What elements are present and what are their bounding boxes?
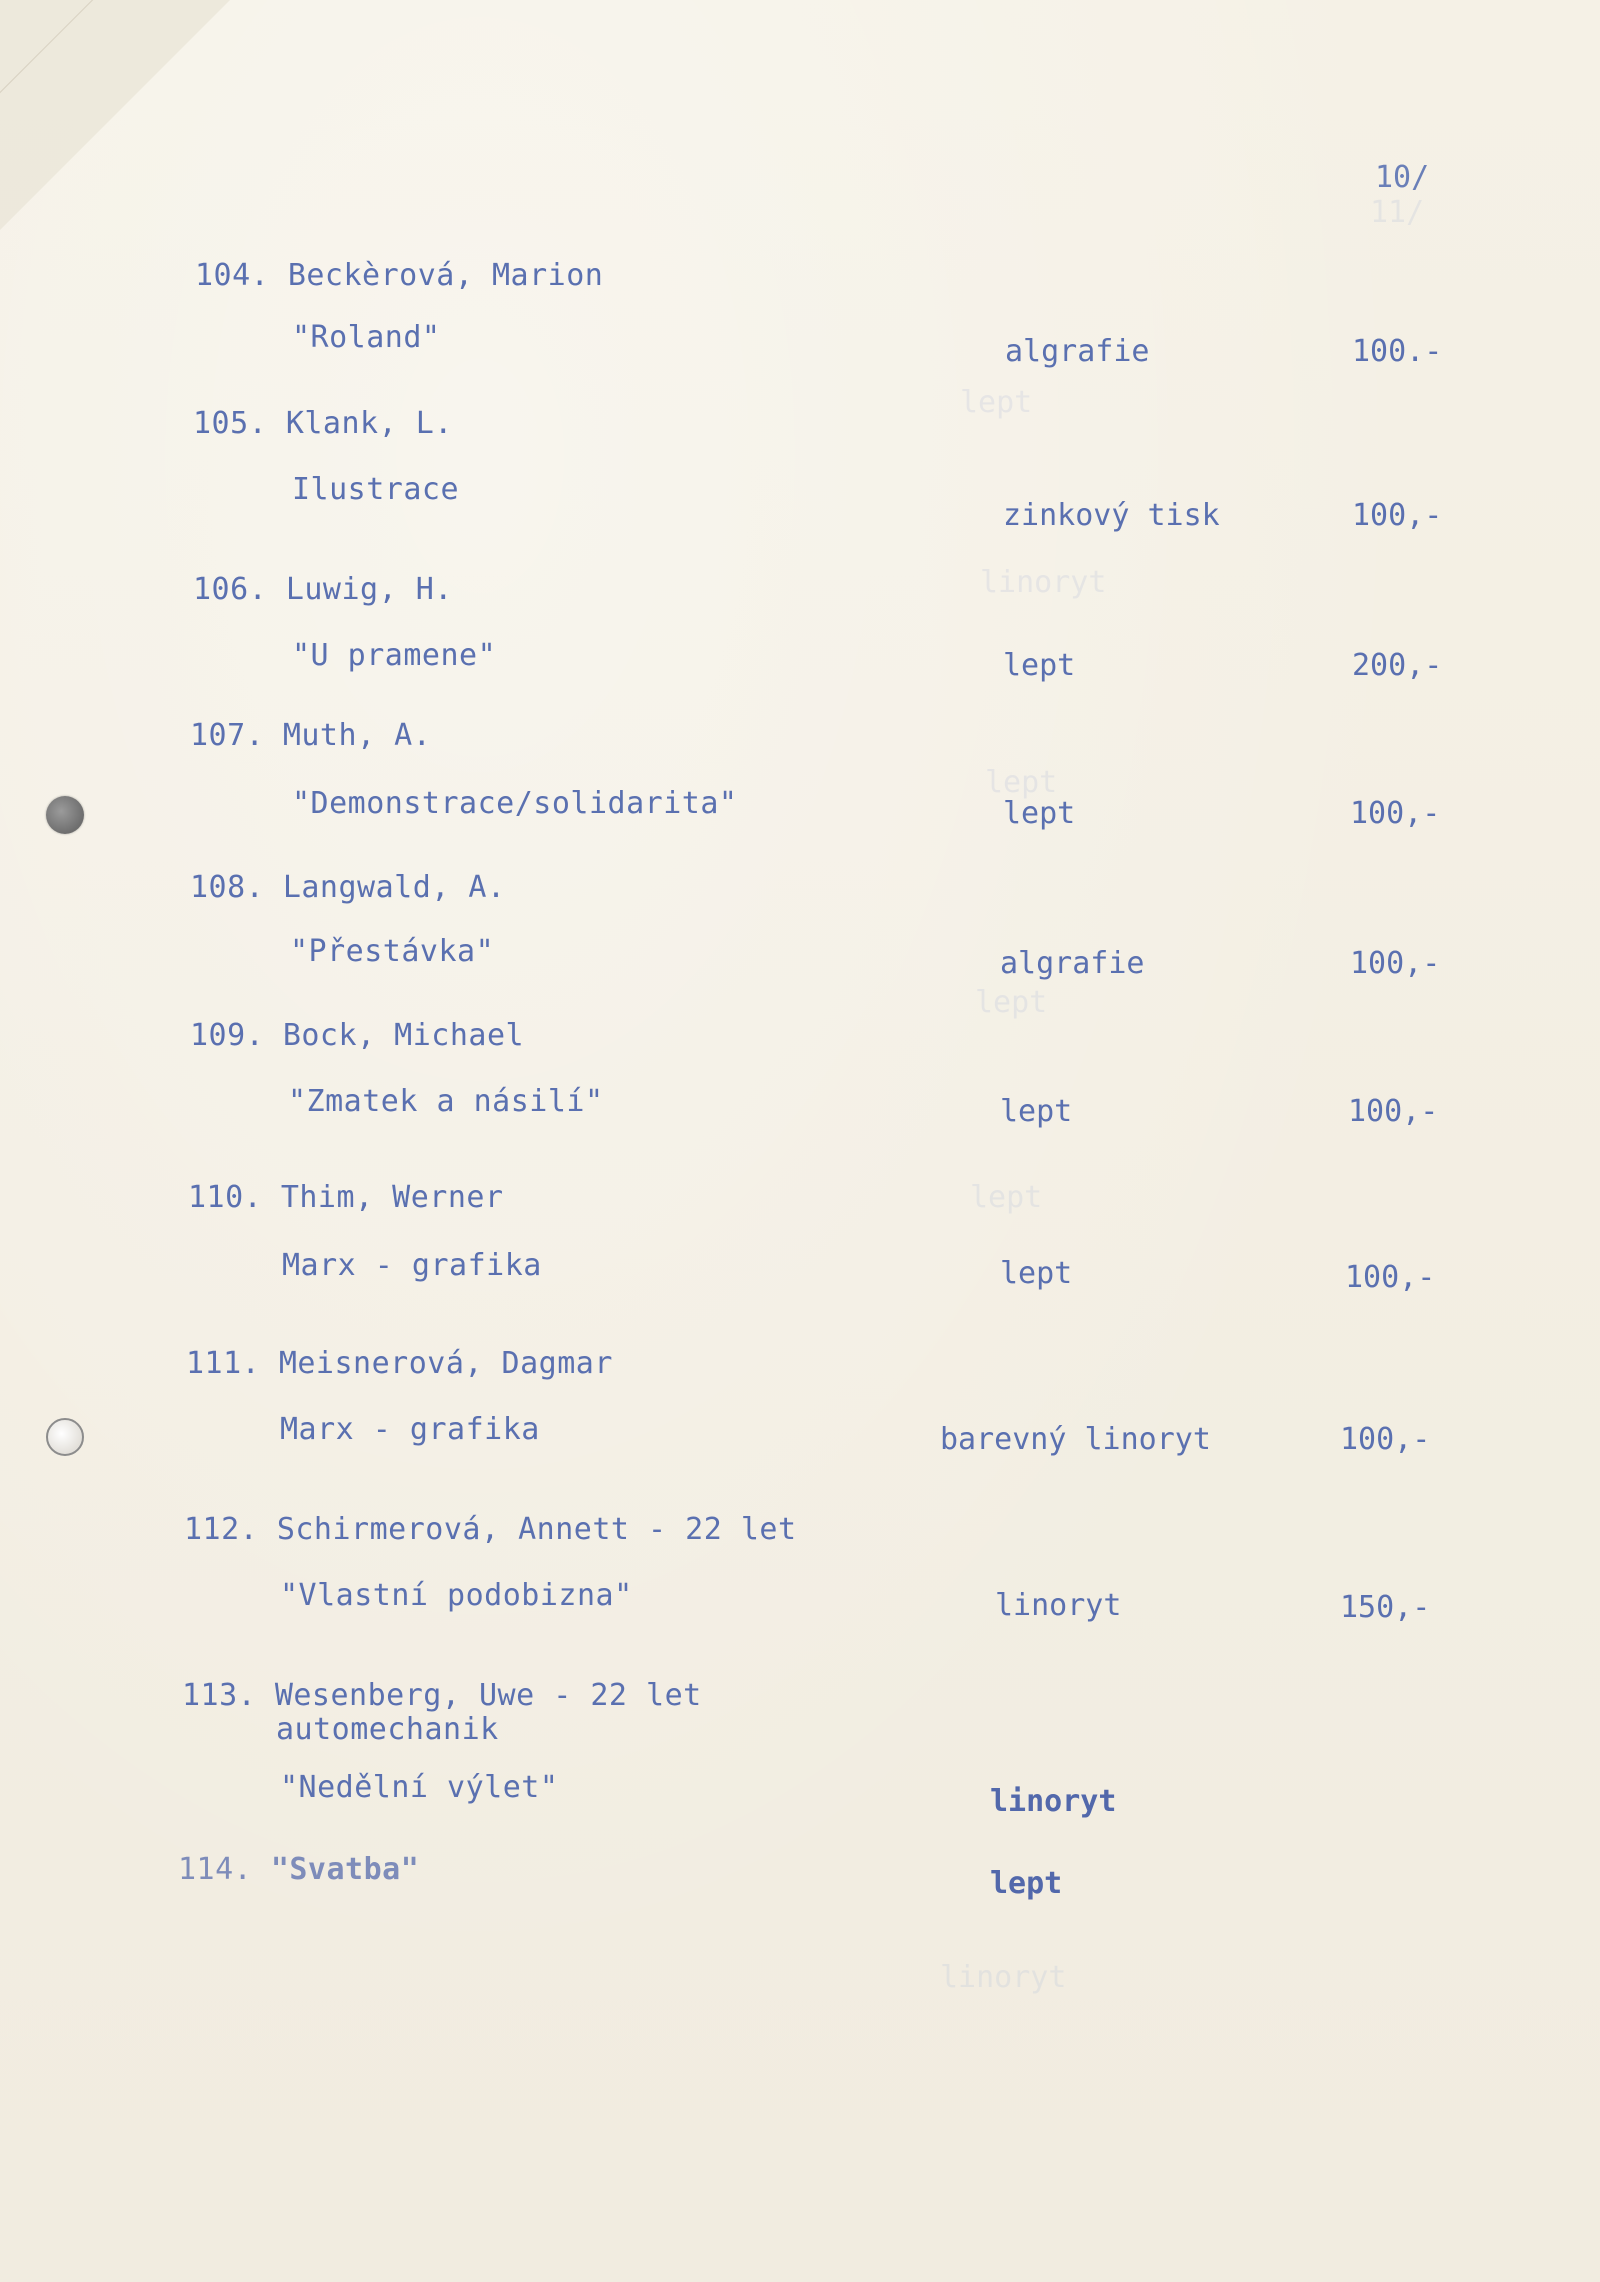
entry-author: Langwald, A. xyxy=(282,870,506,905)
entry-technique: zinkový tisk xyxy=(1003,498,1220,533)
page-number: 10/ xyxy=(1375,160,1430,195)
entry-112-header xyxy=(184,1512,797,1547)
entry-number: 110. xyxy=(188,1180,263,1215)
entry-technique: lept xyxy=(1003,796,1076,831)
entry-author: Luwig, H. xyxy=(285,572,453,607)
entry-114-header xyxy=(178,1852,419,1887)
bleed-through-mark: linoryt xyxy=(940,1960,1067,1995)
entry-technique: linoryt xyxy=(995,1588,1122,1623)
entry-price: 100,- xyxy=(1350,796,1441,831)
entry-number: 109. xyxy=(190,1018,265,1053)
entry-107-header xyxy=(190,718,431,753)
bleed-through-mark: lept xyxy=(960,385,1033,420)
entry-105-header xyxy=(193,406,453,441)
punch-hole xyxy=(46,1418,84,1456)
entry-technique: algrafie xyxy=(1000,946,1145,981)
entry-technique: lept xyxy=(1003,648,1076,683)
entry-author: Thim, Werner xyxy=(280,1180,504,1215)
entry-technique: algrafie xyxy=(1005,334,1150,369)
entry-title: "U pramene" xyxy=(292,638,497,673)
entry-price: 100.- xyxy=(1352,334,1443,369)
entry-price: 200,- xyxy=(1352,648,1443,683)
entry-technique: lept xyxy=(990,1866,1063,1901)
folded-corner xyxy=(0,0,230,230)
entry-author: Bock, Michael xyxy=(282,1018,525,1053)
entry-number: 112. xyxy=(184,1512,259,1547)
entry-title: Ilustrace xyxy=(292,472,460,507)
entry-title: "Svatba" xyxy=(270,1852,420,1887)
entry-106-header xyxy=(193,572,453,607)
entry-price: 100,- xyxy=(1345,1260,1436,1295)
entry-technique: linoryt xyxy=(990,1784,1117,1819)
entry-author: Meisnerová, Dagmar xyxy=(278,1346,613,1381)
entry-title: "Nedělní výlet" xyxy=(280,1770,559,1805)
entry-number: 105. xyxy=(193,406,268,441)
entry-price: 100,- xyxy=(1352,498,1443,533)
bleed-through-mark: linoryt xyxy=(980,565,1107,600)
entry-price: 100,- xyxy=(1350,946,1441,981)
entry-price: 100,- xyxy=(1348,1094,1439,1129)
entry-110-header xyxy=(188,1180,504,1215)
entry-108-header xyxy=(190,870,506,905)
entry-number: 114. xyxy=(178,1852,253,1887)
entry-price: 100,- xyxy=(1340,1422,1431,1457)
entry-title: "Vlastní podobizna" xyxy=(280,1578,633,1613)
entry-113-header xyxy=(182,1678,702,1713)
bleed-through-mark: lept xyxy=(970,1180,1043,1215)
bleed-through-mark: 11/ xyxy=(1370,195,1425,230)
entry-title: "Roland" xyxy=(292,320,441,355)
entry-technique: lept xyxy=(1000,1256,1073,1291)
entry-title: Marx - grafika xyxy=(280,1412,540,1447)
punch-hole xyxy=(46,796,84,834)
entry-author: Klank, L. xyxy=(285,406,453,441)
entry-number: 106. xyxy=(193,572,268,607)
entry-number: 113. xyxy=(182,1678,257,1713)
entry-author: Muth, A. xyxy=(282,718,432,753)
entry-title: "Zmatek a násilí" xyxy=(288,1084,604,1119)
entry-author: Schirmerová, Annett - 22 let xyxy=(276,1512,797,1547)
entry-104-header xyxy=(195,258,603,293)
entry-109-header xyxy=(190,1018,524,1053)
bleed-through-mark: lept xyxy=(985,765,1058,800)
entry-title: "Demonstrace/solidarita" xyxy=(292,786,738,821)
bleed-through-mark: lept xyxy=(975,985,1048,1020)
entry-technique: lept xyxy=(1000,1094,1073,1129)
entry-number: 104. xyxy=(195,258,270,293)
entry-author: Beckèrová, Marion xyxy=(287,258,604,293)
entry-price: 150,- xyxy=(1340,1590,1431,1625)
entry-author: Wesenberg, Uwe - 22 let xyxy=(274,1678,702,1713)
entry-title: Marx - grafika xyxy=(282,1248,542,1283)
entry-occupation: automechanik xyxy=(276,1712,499,1747)
entry-number: 108. xyxy=(190,870,265,905)
entry-number: 111. xyxy=(186,1346,261,1381)
entry-number: 107. xyxy=(190,718,265,753)
entry-111-header xyxy=(186,1346,613,1381)
entry-technique: barevný linoryt xyxy=(940,1422,1211,1457)
entry-title: "Přestávka" xyxy=(290,934,495,969)
